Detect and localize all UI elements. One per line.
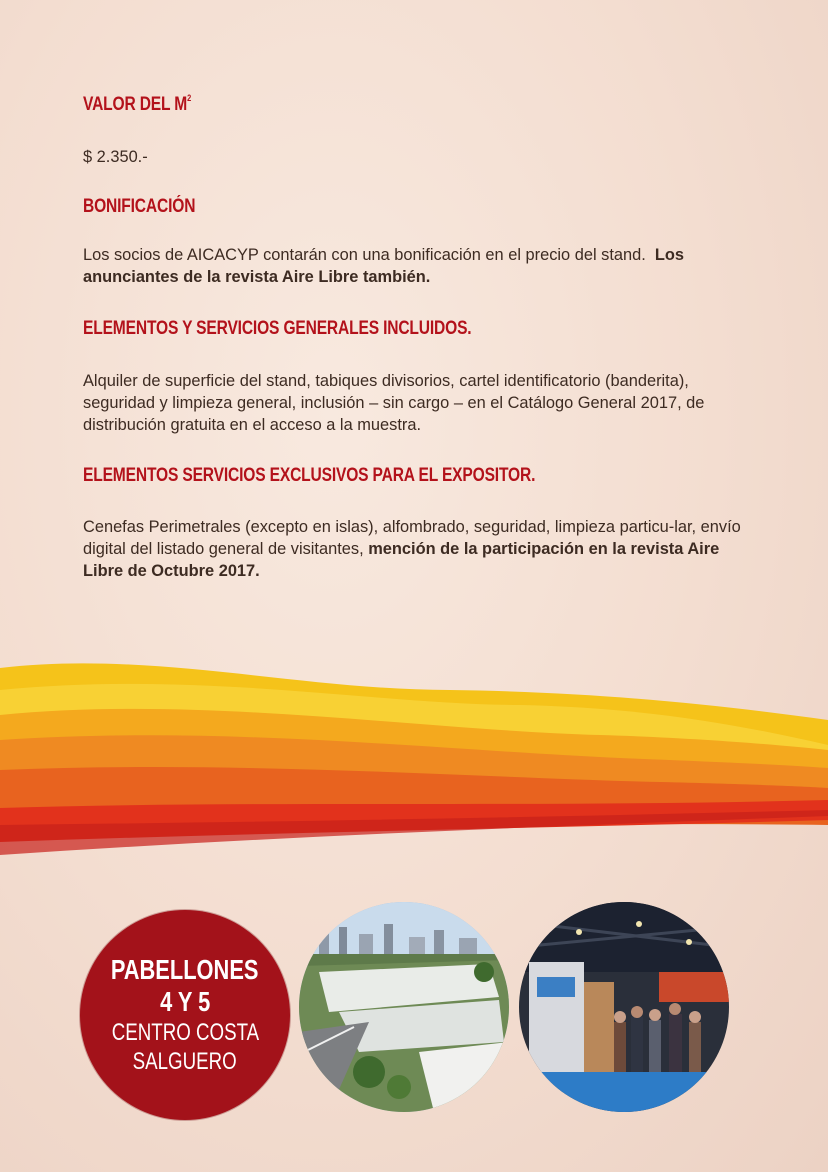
paragraph-exclusivos [83,516,743,582]
exclusivos-text: Cenefas Perimetrales (excepto en islas), alfombrado, seguridad, limpieza particu-lar, envío digital del listado general de visitantes, [83,518,741,558]
badge-line-centro: CENTRO COSTA [111,1019,259,1046]
paragraph-generales: Alquiler de superficie del stand, tabiques divisorios, cartel identificatorio (banderita), seguridad y limpieza general, inclusión – sin cargo – en el Catálogo General 2017, de distribución gratuita en el acceso a la muestra. [83,372,705,434]
aerial-photo [299,902,509,1112]
decorative-waves [0,650,828,860]
price-value: $ 2.350.- [83,148,148,166]
paragraph-bonificacion [83,244,743,288]
pabellones-badge [80,910,290,1120]
bonificacion-bold: Los anunciantes de la revista Aire Libre también. [83,246,685,286]
badge-line-salguero: SALGUERO [132,1048,238,1075]
heading-exclusivos: ELEMENTOS SERVICIOS EXCLUSIVOS PARA EL EXPOSITOR. [83,465,536,486]
exhibition-photo [519,902,729,1112]
bonificacion-text: Los socios de AICACYP contarán con una bonificación en el precio del stand. [83,246,646,264]
heading-valor-superscript: 2 [187,93,192,103]
exclusivos-bold: mención de la participación en la revista Aire Libre de Octubre 2017. [83,540,720,580]
heading-generales: ELEMENTOS Y SERVICIOS GENERALES INCLUIDOS. [83,318,472,339]
heading-bonificacion: BONIFICACIÓN [83,196,196,217]
heading-valor: VALOR DEL $M^2$ [83,93,192,115]
badge-line-pabellones: PABELLONES [111,954,259,985]
badge-line-numbers: 4 Y 5 [159,986,211,1017]
